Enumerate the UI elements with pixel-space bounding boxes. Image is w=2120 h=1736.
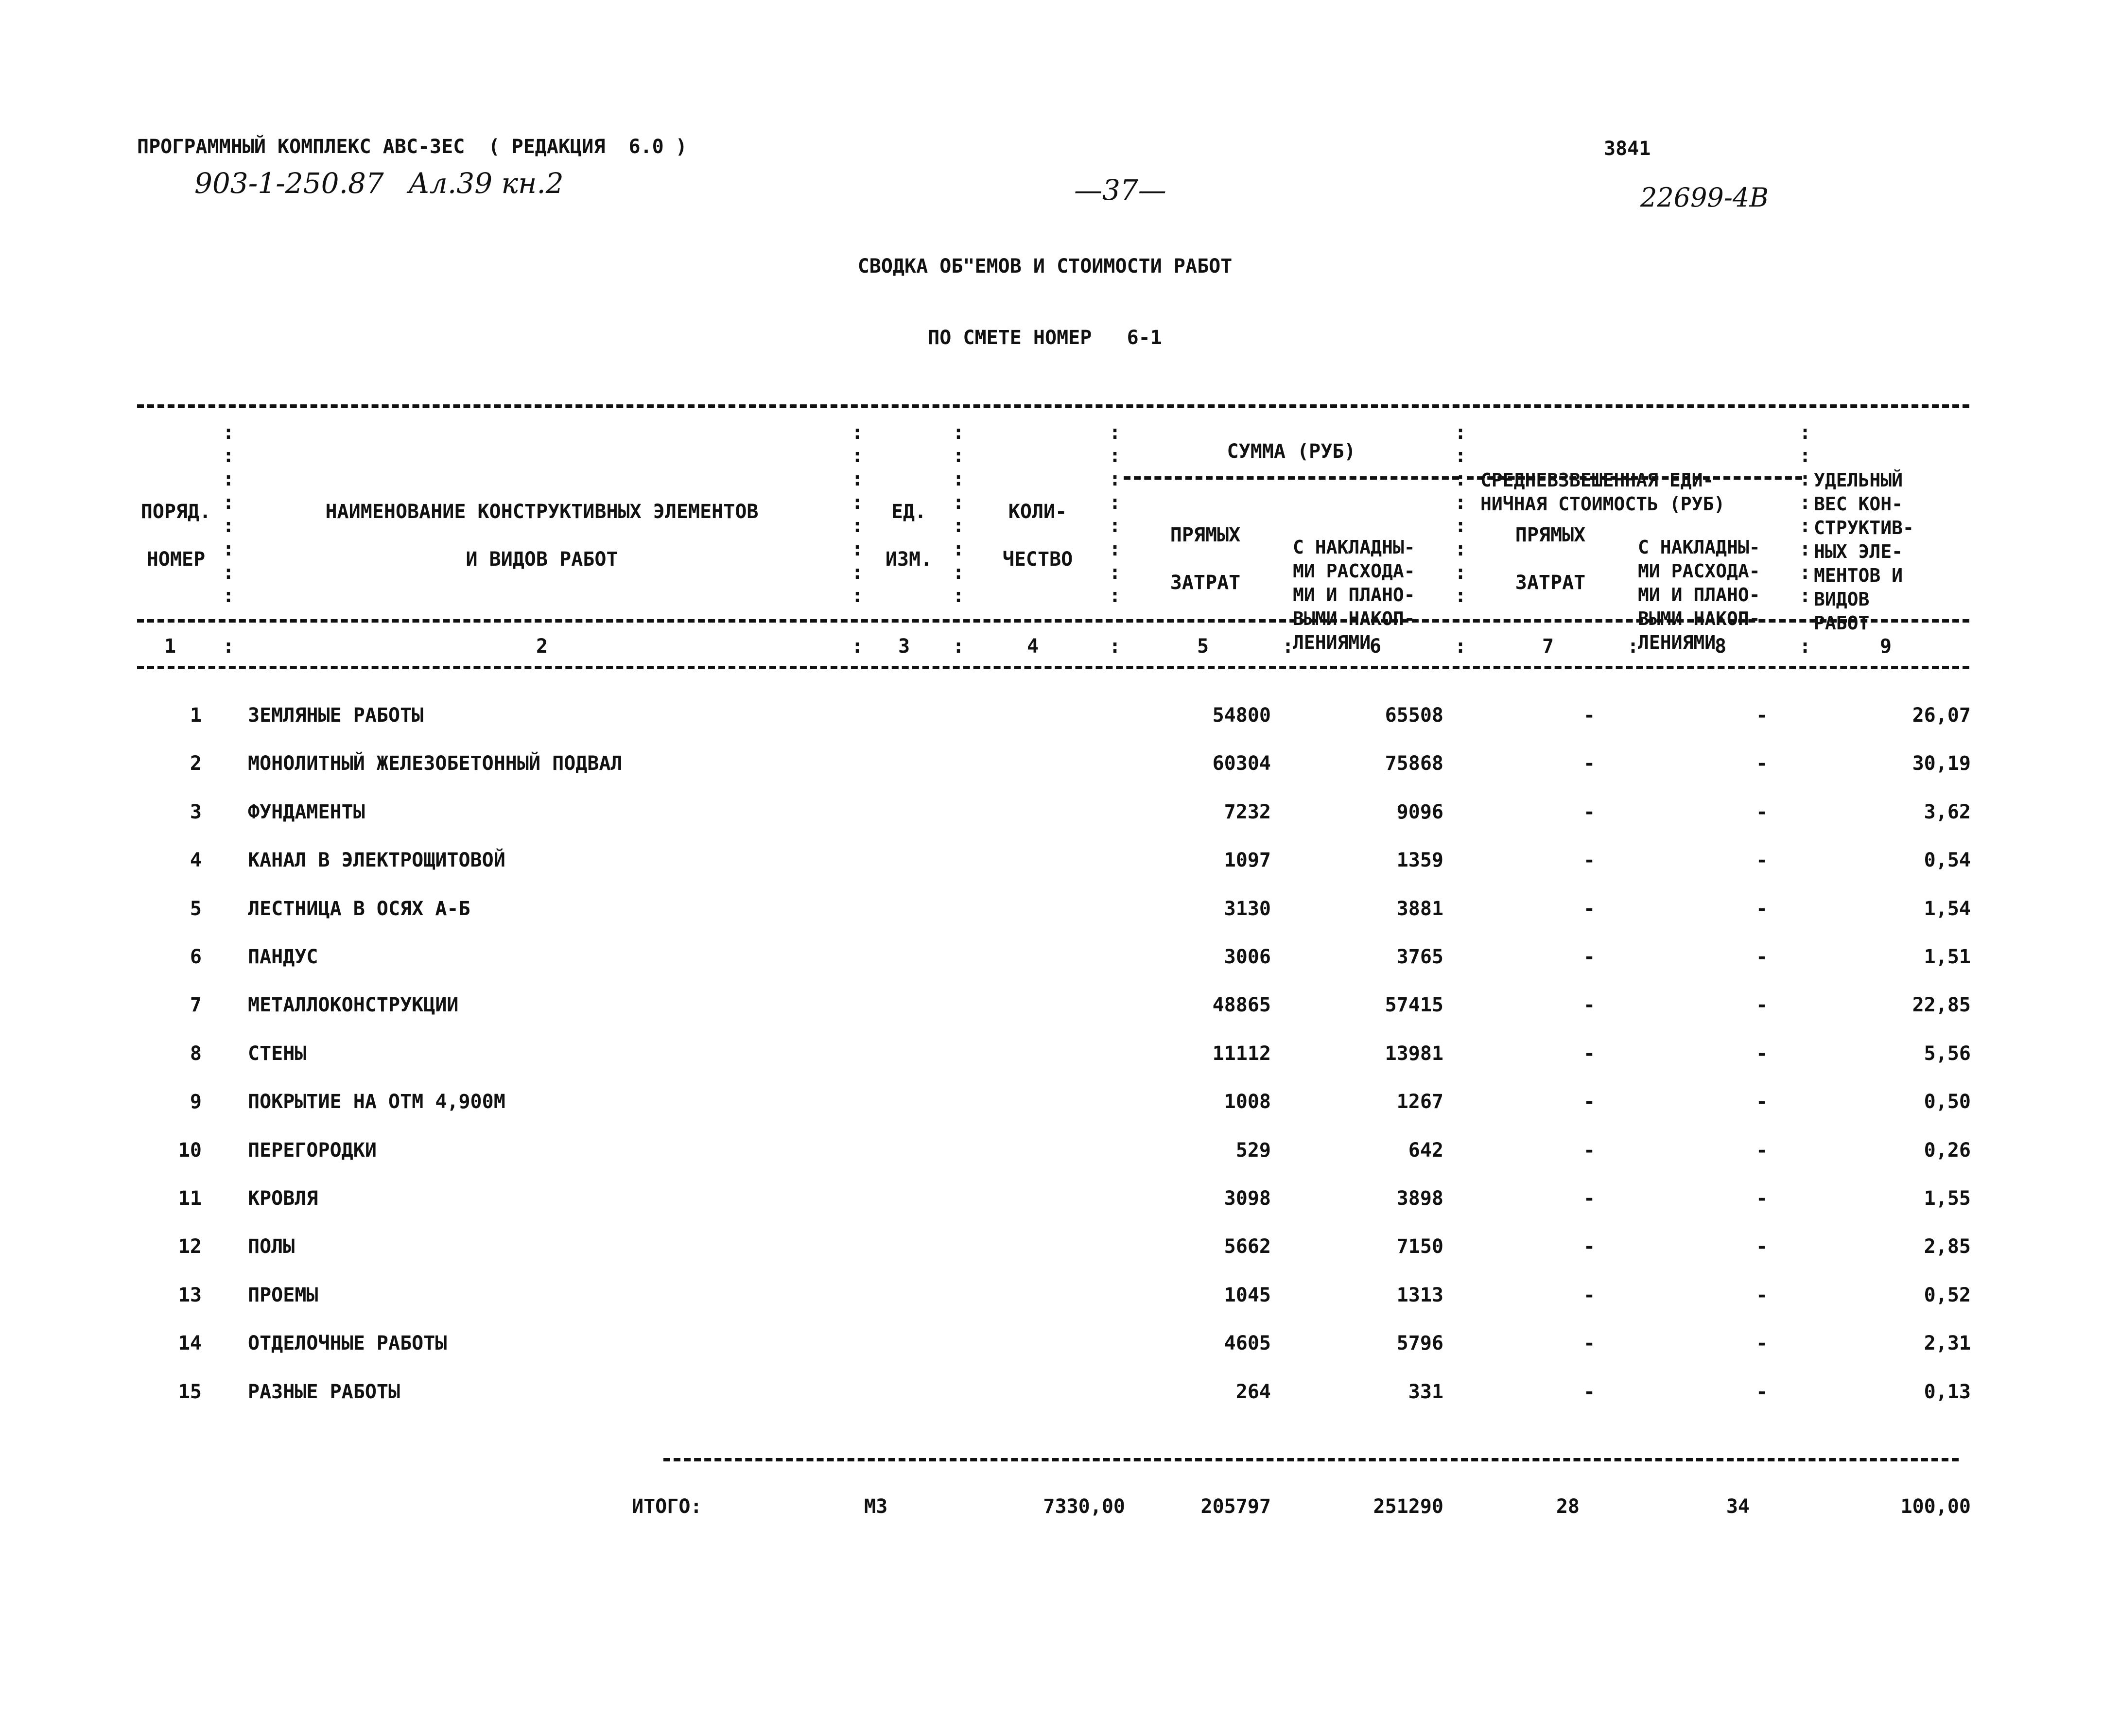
header-separator: : : : : : : : : — [1109, 421, 1121, 607]
row-direct-cost: 4605 — [1224, 1332, 1271, 1354]
row-name: ПОКРЫТИЕ НА ОТМ 4,900М — [248, 1091, 505, 1113]
report-title: СВОДКА ОБ"ЕМОВ И СТОИМОСТИ РАБОТ — [857, 255, 1233, 278]
row-avg-overhead: - — [1755, 1381, 1768, 1403]
row-avg-direct: - — [1583, 1187, 1596, 1210]
col-number: 1 — [164, 635, 176, 658]
row-number: 7 — [190, 994, 202, 1016]
program-name: ПРОГРАММНЫЙ КОМПЛЕКС АВС-ЗЕС ( РЕДАКЦИЯ 6.0 ) — [137, 136, 687, 158]
row-share: 1,54 — [1924, 898, 1971, 920]
row-avg-overhead: - — [1755, 1187, 1768, 1210]
row-number: 13 — [178, 1284, 202, 1306]
header-col-name: НАИМЕНОВАНИЕ КОНСТРУКТИВНЫХ ЭЛЕМЕНТОВ И ВИДОВ РАБОТ — [325, 501, 759, 571]
col-separator: : — [1282, 635, 1294, 658]
row-number: 4 — [190, 849, 202, 871]
row-overhead-cost: 3881 — [1396, 898, 1443, 920]
row-avg-overhead: - — [1755, 1139, 1768, 1162]
row-direct-cost: 60304 — [1212, 752, 1271, 775]
row-avg-overhead: - — [1755, 704, 1768, 727]
row-overhead-cost: 331 — [1408, 1381, 1443, 1403]
row-number: 2 — [190, 752, 202, 775]
row-avg-direct: - — [1583, 704, 1596, 727]
row-avg-direct: - — [1583, 1042, 1596, 1065]
row-direct-cost: 264 — [1235, 1381, 1271, 1403]
row-share: 0,50 — [1924, 1091, 1971, 1113]
row-overhead-cost: 65508 — [1385, 704, 1443, 727]
col-separator: : — [1799, 635, 1811, 658]
row-share: 2,31 — [1924, 1332, 1971, 1354]
row-number: 6 — [190, 946, 202, 968]
table-row — [0, 1136, 2120, 1165]
row-share: 2,85 — [1924, 1235, 1971, 1258]
row-direct-cost: 11112 — [1212, 1042, 1271, 1065]
table-row — [0, 798, 2120, 827]
col-separator: : — [953, 635, 965, 658]
row-share: 0,54 — [1924, 849, 1971, 871]
header-sum-overhead: С НАКЛАДНЫ- МИ РАСХОДА- МИ И ПЛАНО- ВЫМИ НАКОП- ЛЕНИЯМИ — [1293, 537, 1415, 653]
table-row — [0, 1039, 2120, 1068]
row-avg-overhead: - — [1755, 898, 1768, 920]
row-overhead-cost: 3765 — [1396, 946, 1443, 968]
row-overhead-cost: 9096 — [1396, 801, 1443, 823]
header-separator: : : : : : : : : — [851, 421, 864, 607]
col-separator: : — [1627, 635, 1639, 658]
row-direct-cost: 3130 — [1224, 898, 1271, 920]
row-name: ЛЕСТНИЦА В ОСЯХ А-Б — [248, 898, 470, 920]
col-separator: : — [851, 635, 864, 658]
header-separator: : : : : : : : : — [953, 421, 965, 607]
row-name: ПАНДУС — [248, 946, 318, 968]
row-share: 3,62 — [1924, 801, 1971, 823]
row-share: 5,56 — [1924, 1042, 1971, 1065]
row-avg-overhead: - — [1755, 1332, 1768, 1354]
table-row — [0, 1232, 2120, 1261]
row-share: 30,19 — [1912, 752, 1971, 775]
page-number: —37— — [1074, 174, 1166, 207]
row-avg-direct: - — [1583, 1332, 1596, 1354]
document-reference: 903-1-250.87 — [194, 167, 384, 200]
row-direct-cost: 3098 — [1224, 1187, 1271, 1210]
row-overhead-cost: 642 — [1408, 1139, 1443, 1162]
col-number: 3 — [898, 635, 910, 658]
row-direct-cost: 529 — [1235, 1139, 1271, 1162]
header-col-quantity: КОЛИ- ЧЕСТВО — [1002, 501, 1073, 571]
row-name: ПЕРЕГОРОДКИ — [248, 1139, 377, 1162]
header-avg-direct: ПРЯМЫХ ЗАТРАТ — [1515, 524, 1586, 594]
row-name: ЗЕМЛЯНЫЕ РАБОТЫ — [248, 704, 424, 727]
row-direct-cost: 3006 — [1224, 946, 1271, 968]
row-avg-direct: - — [1583, 752, 1596, 775]
row-number: 5 — [190, 898, 202, 920]
row-overhead-cost: 57415 — [1385, 994, 1443, 1016]
row-direct-cost: 48865 — [1212, 994, 1271, 1016]
row-avg-overhead: - — [1755, 1235, 1768, 1258]
row-avg-direct: - — [1583, 994, 1596, 1016]
row-number: 11 — [178, 1187, 202, 1210]
row-direct-cost: 1045 — [1224, 1284, 1271, 1306]
row-share: 0,52 — [1924, 1284, 1971, 1306]
row-name: ФУНДАМЕНТЫ — [248, 801, 365, 823]
total-label: ИТОГО: — [632, 1495, 702, 1518]
row-overhead-cost: 3898 — [1396, 1187, 1443, 1210]
row-overhead-cost: 13981 — [1385, 1042, 1443, 1065]
row-overhead-cost: 1267 — [1396, 1091, 1443, 1113]
col-number: 4 — [1026, 635, 1039, 658]
col-separator: : — [1455, 635, 1467, 658]
total-direct: 205797 — [1200, 1495, 1271, 1518]
total-share: 100,00 — [1900, 1495, 1971, 1518]
row-number: 12 — [178, 1235, 202, 1258]
row-name: МЕТАЛЛОКОНСТРУКЦИИ — [248, 994, 459, 1016]
row-number: 8 — [190, 1042, 202, 1065]
row-name: КРОВЛЯ — [248, 1187, 318, 1210]
row-share: 1,55 — [1924, 1187, 1971, 1210]
row-avg-direct: - — [1583, 1139, 1596, 1162]
row-avg-direct: - — [1583, 1284, 1596, 1306]
header-sum-group: СУММА (РУБ) — [1227, 440, 1356, 463]
row-name: ПОЛЫ — [248, 1235, 295, 1258]
row-number: 9 — [190, 1091, 202, 1113]
col-number: 5 — [1197, 635, 1209, 658]
total-rule — [663, 1458, 1959, 1461]
col-number: 7 — [1542, 635, 1554, 658]
page-code: 3841 — [1604, 138, 1651, 160]
header-col-unit: ЕД. ИЗМ. — [885, 501, 933, 571]
col-number: 8 — [1714, 635, 1727, 658]
row-share: 22,85 — [1912, 994, 1971, 1016]
row-avg-direct: - — [1583, 898, 1596, 920]
row-overhead-cost: 7150 — [1396, 1235, 1443, 1258]
header-separator: : : : : : : : : — [1799, 421, 1811, 607]
row-number: 3 — [190, 801, 202, 823]
row-overhead-cost: 1359 — [1396, 849, 1443, 871]
col-separator: : — [1109, 635, 1121, 658]
row-overhead-cost: 75868 — [1385, 752, 1443, 775]
row-avg-overhead: - — [1755, 994, 1768, 1016]
row-name: ОТДЕЛОЧНЫЕ РАБОТЫ — [248, 1332, 447, 1354]
row-avg-direct: - — [1583, 1235, 1596, 1258]
report-subtitle: ПО СМЕТЕ НОМЕР 6-1 — [928, 327, 1162, 349]
row-avg-direct: - — [1583, 946, 1596, 968]
col-separator: : — [223, 635, 235, 658]
table-row — [0, 1184, 2120, 1213]
row-direct-cost: 1008 — [1224, 1091, 1271, 1113]
row-avg-direct: - — [1583, 801, 1596, 823]
row-share: 1,51 — [1924, 946, 1971, 968]
total-row — [0, 1492, 2120, 1521]
header-separator: : : : : : : : : — [223, 421, 235, 607]
table-row — [0, 894, 2120, 923]
row-avg-direct: - — [1583, 1381, 1596, 1403]
row-avg-overhead: - — [1755, 1091, 1768, 1113]
row-direct-cost: 1097 — [1224, 849, 1271, 871]
table-row — [0, 701, 2120, 730]
row-share: 26,07 — [1912, 704, 1971, 727]
table-row — [0, 1087, 2120, 1116]
row-direct-cost: 5662 — [1224, 1235, 1271, 1258]
row-avg-overhead: - — [1755, 849, 1768, 871]
header-avg-group: СРЕДНЕВЗВЕШЕННАЯ ЕДИ- НИЧНАЯ СТОИМОСТЬ (РУБ) — [1480, 469, 1725, 515]
row-number: 14 — [178, 1332, 202, 1354]
row-share: 0,26 — [1924, 1139, 1971, 1162]
table-row — [0, 990, 2120, 1020]
table-row — [0, 1281, 2120, 1310]
total-quantity: 7330,00 — [1043, 1495, 1125, 1518]
row-number: 15 — [178, 1381, 202, 1403]
row-share: 0,13 — [1924, 1381, 1971, 1403]
header-sum-direct: ПРЯМЫХ ЗАТРАТ — [1170, 524, 1241, 594]
total-avg-direct: 28 — [1556, 1495, 1580, 1518]
table-row — [0, 942, 2120, 972]
row-name: ПРОЕМЫ — [248, 1284, 318, 1306]
col-number: 2 — [536, 635, 548, 658]
total-overhead: 251290 — [1373, 1495, 1443, 1518]
row-name: СТЕНЫ — [248, 1042, 307, 1065]
table-row — [0, 846, 2120, 875]
inventory-number: 22699-4В — [1640, 182, 1769, 213]
row-direct-cost: 7232 — [1224, 801, 1271, 823]
sum-group-rule — [1124, 476, 1459, 480]
row-name: КАНАЛ В ЭЛЕКТРОЩИТОВОЙ — [248, 849, 505, 871]
row-number: 1 — [190, 704, 202, 727]
row-direct-cost: 54800 — [1212, 704, 1271, 727]
row-avg-overhead: - — [1755, 1284, 1768, 1306]
header-separator: : : : : : : : : — [1455, 421, 1467, 607]
table-row — [0, 749, 2120, 778]
row-name: МОНОЛИТНЫЙ ЖЕЛЕЗОБЕТОННЫЙ ПОДВАЛ — [248, 752, 623, 775]
row-name: РАЗНЫЕ РАБОТЫ — [248, 1381, 400, 1403]
header-avg-overhead: С НАКЛАДНЫ- МИ РАСХОДА- МИ И ПЛАНО- ВЫМИ НАКОП- ЛЕНИЯМИ — [1638, 537, 1760, 653]
row-avg-overhead: - — [1755, 946, 1768, 968]
header-col-order: ПОРЯД. НОМЕР — [140, 501, 211, 571]
col-number: 9 — [1879, 635, 1892, 658]
col-number: 6 — [1369, 635, 1382, 658]
table-top-rule — [137, 404, 1969, 408]
row-avg-overhead: - — [1755, 1042, 1768, 1065]
row-avg-overhead: - — [1755, 801, 1768, 823]
row-overhead-cost: 5796 — [1396, 1332, 1443, 1354]
total-unit: М3 — [864, 1495, 888, 1518]
table-row — [0, 1377, 2120, 1406]
row-number: 10 — [178, 1139, 202, 1162]
row-avg-direct: - — [1583, 849, 1596, 871]
total-avg-overhead: 34 — [1726, 1495, 1750, 1518]
row-avg-direct: - — [1583, 1091, 1596, 1113]
row-avg-overhead: - — [1755, 752, 1768, 775]
row-overhead-cost: 1313 — [1396, 1284, 1443, 1306]
header-specific-weight: УДЕЛЬНЫЙ ВЕС КОН- СТРУКТИВ- НЫХ ЭЛЕ- МЕНТОВ И ВИДОВ РАБОТ — [1814, 469, 1914, 634]
column-number-row — [0, 632, 2120, 661]
table-row — [0, 1329, 2120, 1358]
album-reference: Ал.39 кн.2 — [408, 167, 564, 200]
